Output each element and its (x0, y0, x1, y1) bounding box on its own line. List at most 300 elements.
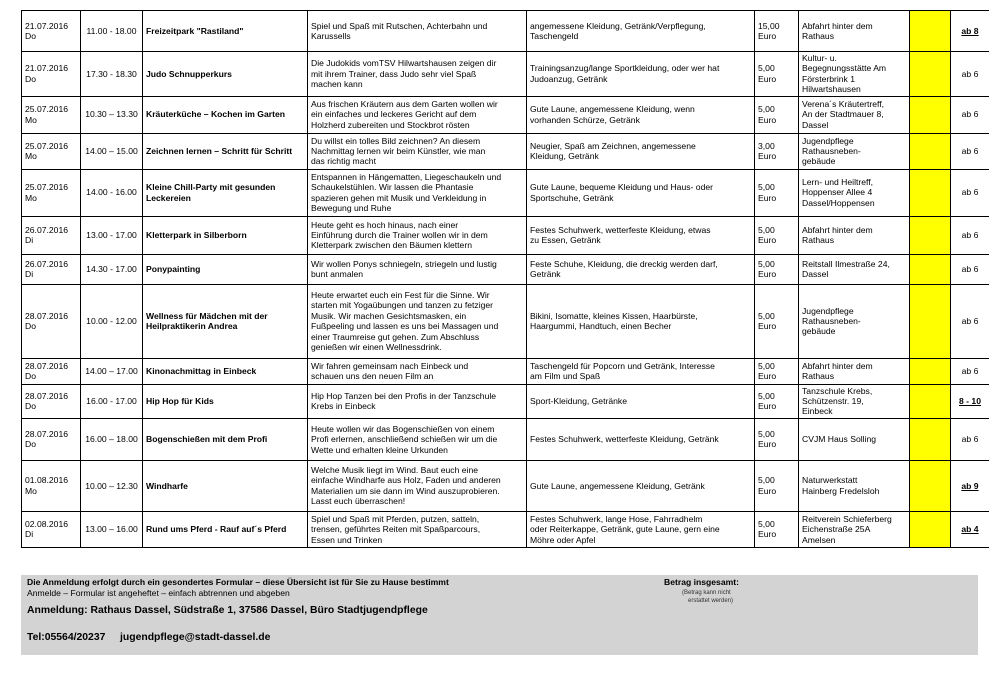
age-cell: ab 9 (951, 460, 989, 511)
price-amount: 15,00 (758, 20, 780, 31)
total-note-1: (Betrag kann nicht (682, 590, 731, 596)
bring-along-cell (527, 511, 755, 547)
table-row (22, 254, 989, 284)
registration-notice: Die Anmeldung erfolgt durch ein gesondertes Formular – diese Übersicht ist für Sie zu Hause bestimmt (27, 577, 449, 587)
meeting-place-line: Dassel/Hoppensen (802, 197, 875, 208)
description-line: Aus frischen Kräutern aus dem Garten wollen wir (311, 99, 498, 110)
description-cell (308, 254, 527, 284)
date-cell (22, 169, 81, 216)
description-cell (308, 358, 527, 384)
bring-along-line: Gute Laune, angemessene Kleidung, wenn (530, 104, 695, 115)
description-cell (308, 216, 527, 254)
date-cell (22, 216, 81, 254)
meeting-place-cell (799, 358, 910, 384)
bring-along-line: Sport-Kleidung, Getränke (530, 396, 627, 407)
event-title: Ponypainting (143, 254, 308, 284)
event-date: 28.07.2016 (25, 390, 69, 401)
meeting-place-line: Abfahrt hinter dem (802, 360, 873, 371)
date-cell (22, 133, 81, 169)
price-currency: Euro (758, 439, 777, 450)
meeting-place-cell (799, 52, 910, 97)
bring-along-line: Möhre oder Apfel (530, 534, 596, 545)
price-amount: 5,00 (758, 390, 775, 401)
event-time: 16.00 – 18.00 (85, 434, 138, 445)
event-time: 14.30 - 17.00 (86, 263, 137, 274)
time-cell (81, 52, 143, 97)
meeting-place-line: Rathausneben- (802, 315, 861, 326)
price-currency: Euro (758, 192, 777, 203)
description-cell (308, 11, 527, 52)
price-currency: Euro (758, 151, 777, 162)
time-cell (81, 216, 143, 254)
signup-checkbox-cell[interactable] (910, 52, 951, 97)
description-line: Heute geht es hoch hinaus, nach einer (311, 219, 459, 230)
price-amount: 5,00 (758, 475, 775, 486)
price-amount: 5,00 (758, 224, 775, 235)
price-cell (755, 11, 799, 52)
bring-along-cell (527, 418, 755, 460)
description-line: Musik. Wir machen Gesichtsmasken, ein (311, 310, 467, 321)
time-cell (81, 11, 143, 52)
meeting-place-cell (799, 133, 910, 169)
bring-along-line: Kleidung, Getränk (530, 151, 599, 162)
meeting-place-cell (799, 511, 910, 547)
meeting-place-cell (799, 254, 910, 284)
bring-along-line: Feste Schuhe, Kleidung, die dreckig werden darf, (530, 258, 718, 269)
table-row (22, 511, 989, 547)
description-line: Krebs in Einbeck (311, 401, 376, 412)
description-line: Karussells (311, 31, 351, 41)
event-time: 10.00 - 12.00 (86, 315, 137, 326)
signup-checkbox-cell[interactable] (910, 511, 951, 547)
event-title: Windharfe (143, 460, 308, 511)
event-title: Kräuterküche – Kochen im Garten (143, 96, 308, 133)
meeting-place-line: Hoppenser Allee 4 (802, 187, 873, 198)
price-cell (755, 52, 799, 97)
meeting-place-line: Jugendpflege (802, 135, 854, 146)
meeting-place-cell (799, 384, 910, 418)
bring-along-cell (527, 284, 755, 358)
meeting-place-line: Rathaus (802, 31, 835, 41)
event-weekday: Do (25, 73, 36, 84)
meeting-place-cell (799, 169, 910, 216)
event-date: 21.07.2016 (25, 63, 69, 74)
description-cell (308, 96, 527, 133)
meeting-place-cell (799, 460, 910, 511)
description-line: Wir wollen Ponys schniegeln, striegeln und lustig (311, 258, 497, 269)
event-title: Kinonachmittag in Einbeck (143, 358, 308, 384)
bring-along-line: oder Reiterkappe, Getränk, gute Laune, gern eine (530, 524, 720, 535)
meeting-place-line: Abfahrt hinter dem (802, 20, 873, 31)
price-amount: 5,00 (758, 360, 775, 371)
description-cell (308, 52, 527, 97)
total-note-2: erstattet werden) (688, 598, 734, 604)
time-cell (81, 384, 143, 418)
table-row (22, 133, 989, 169)
description-cell (308, 418, 527, 460)
description-line: Wette und erhalten kleine Urkunden (311, 444, 448, 455)
table-row (22, 52, 989, 97)
bring-along-line: Getränk (530, 269, 561, 280)
signup-checkbox-cell[interactable] (910, 418, 951, 460)
event-title: Wellness für Mädchen mit der Heilpraktikerin Andrea (143, 284, 308, 358)
table-row (22, 169, 989, 216)
event-time: 16.00 - 17.00 (86, 396, 137, 407)
price-amount: 5,00 (758, 258, 775, 269)
price-amount: 3,00 (758, 140, 775, 151)
description-line: mit ihrem Trainer, dass Judo sehr viel Spaß (311, 68, 477, 79)
event-date: 26.07.2016 (25, 224, 69, 235)
bring-along-line: Gute Laune, angemessene Kleidung, Getränk (530, 480, 705, 491)
date-cell (22, 511, 81, 547)
date-cell (22, 284, 81, 358)
event-weekday: Do (25, 401, 36, 412)
event-time: 14.00 - 16.00 (86, 187, 137, 198)
phone-number: Tel:05564/20237 (27, 632, 106, 643)
description-line: Spiel und Spaß mit Pferden, putzen, satteln, (311, 513, 480, 524)
bring-along-line: Bikini, Isomatte, kleines Kissen, Haarbürste, (530, 310, 698, 321)
signup-checkbox-cell[interactable] (910, 254, 951, 284)
age-cell: ab 6 (951, 133, 989, 169)
bring-along-line: Festes Schuhwerk, wetterfeste Kleidung, Getränk (530, 434, 719, 445)
description-line: das richtig macht (311, 156, 376, 167)
meeting-place-line: CVJM Haus Solling (802, 434, 877, 445)
price-amount: 5,00 (758, 104, 775, 115)
event-weekday: Mo (25, 114, 37, 125)
age-cell: ab 6 (951, 284, 989, 358)
event-time: 17.30 - 18.30 (86, 68, 137, 79)
signup-checkbox-cell[interactable] (910, 284, 951, 358)
date-cell (22, 418, 81, 460)
event-date: 02.08.2016 (25, 518, 69, 529)
age-cell: ab 6 (951, 418, 989, 460)
description-line: Spiel und Spaß mit Rutschen, Achterbahn und (311, 20, 488, 31)
description-line: Entspannen in Hängematten, Liegeschaukeln und (311, 171, 502, 182)
meeting-place-cell (799, 418, 910, 460)
bring-along-line: Taschengeld für Popcorn und Getränk, Interesse (530, 360, 715, 371)
bring-along-line: Sportschuhe, Getränk (530, 192, 614, 203)
price-cell (755, 96, 799, 133)
meeting-place-line: Kultur- u. (802, 53, 837, 63)
form-note: Anmelde – Formular ist angeheftet – einfach abtrennen und abgeben (27, 588, 290, 598)
description-line: Wir fahren gemeinsam nach Einbeck und (311, 360, 469, 371)
meeting-place-line: Tanzschule Krebs, (802, 385, 873, 396)
event-time: 10.00 – 12.30 (85, 480, 138, 491)
description-line: Heute wollen wir das Bogenschießen von einem (311, 423, 495, 434)
meeting-place-line: Einbeck (802, 406, 833, 417)
description-line: Nachmittag lernen wir beim Künstler, wie man (311, 145, 486, 156)
signup-checkbox-cell[interactable] (910, 358, 951, 384)
signup-checkbox-cell[interactable] (910, 96, 951, 133)
event-date: 28.07.2016 (25, 310, 69, 321)
meeting-place-line: gebäude (802, 326, 836, 337)
time-cell (81, 254, 143, 284)
description-line: Welche Musik liegt im Wind. Baut euch eine (311, 465, 479, 476)
price-amount: 5,00 (758, 63, 775, 74)
signup-checkbox-cell[interactable] (910, 11, 951, 52)
signup-checkbox-cell[interactable] (910, 216, 951, 254)
bring-along-line: Festes Schuhwerk, wetterfeste Kleidung, etwas (530, 224, 711, 235)
event-date: 28.07.2016 (25, 360, 69, 371)
meeting-place-line: Eichenstraße 25A (802, 524, 871, 535)
bring-along-line: vorhanden Schürze, Getränk (530, 114, 640, 125)
bring-along-line: Trainingsanzug/lange Sportkleidung, oder wer hat (530, 63, 720, 74)
signup-checkbox-cell[interactable] (910, 384, 951, 418)
price-cell (755, 511, 799, 547)
price-cell (755, 284, 799, 358)
table-row (22, 216, 989, 254)
age-cell: ab 6 (951, 96, 989, 133)
table-row (22, 11, 989, 52)
description-line: Holzherd zubereiten und Stockbrot rösten (311, 119, 470, 130)
bring-along-cell (527, 460, 755, 511)
description-line: ein einfaches und leckeres Gericht auf dem (311, 109, 477, 120)
description-line: Materialien um sie dann im Wind auszuprobieren. (311, 485, 500, 496)
event-weekday: Do (25, 439, 36, 450)
bring-along-line: Haargummi, Handtuch, einen Becher (530, 321, 672, 332)
time-cell (81, 133, 143, 169)
bring-along-cell (527, 133, 755, 169)
event-title: Kletterpark in Silberborn (143, 216, 308, 254)
meeting-place-line: Lern- und Heiltreff, (802, 177, 874, 188)
description-cell (308, 284, 527, 358)
email-address: jugendpflege@stadt-dassel.de (120, 632, 271, 643)
price-cell (755, 169, 799, 216)
price-cell (755, 358, 799, 384)
event-date: 25.07.2016 (25, 140, 69, 151)
price-cell (755, 254, 799, 284)
meeting-place-line: Amelsen (802, 534, 836, 545)
price-currency: Euro (758, 321, 777, 332)
price-cell (755, 133, 799, 169)
price-currency: Euro (758, 485, 777, 496)
total-label: Betrag insgesamt: (664, 577, 739, 587)
event-date: 26.07.2016 (25, 258, 69, 269)
meeting-place-line: Hainberg Fredelsloh (802, 485, 880, 496)
bring-along-cell (527, 11, 755, 52)
program-table (21, 10, 989, 548)
description-cell (308, 169, 527, 216)
event-time: 14.00 – 15.00 (85, 145, 138, 156)
meeting-place-line: Abfahrt hinter dem (802, 224, 873, 235)
age-cell: 8 - 10 (951, 384, 989, 418)
bring-along-line: Festes Schuhwerk, lange Hose, Fahrradhelm (530, 513, 703, 524)
program-sheet (21, 10, 981, 548)
table-row (22, 460, 989, 511)
meeting-place-line: Rathausneben- (802, 145, 861, 156)
event-time: 13.00 - 17.00 (86, 229, 137, 240)
time-cell (81, 418, 143, 460)
price-currency: Euro (758, 529, 777, 540)
description-line: Kletterpark zwischen den Bäumen klettern (311, 240, 472, 251)
event-title: Kleine Chill-Party mit gesunden Leckereien (143, 169, 308, 216)
event-title: Judo Schnupperkurs (143, 52, 308, 97)
meeting-place-line: Schützenstr. 19, (802, 396, 864, 407)
age-cell: ab 8 (951, 11, 989, 52)
description-line: bunt anmalen (311, 269, 364, 280)
age-cell: ab 6 (951, 169, 989, 216)
table-row (22, 418, 989, 460)
registration-address: Anmeldung: Rathaus Dassel, Südstraße 1, 37586 Dassel, Büro Stadtjugendpflege (27, 605, 428, 616)
bring-along-cell (527, 216, 755, 254)
event-title: Hip Hop für Kids (143, 384, 308, 418)
price-currency: Euro (758, 31, 777, 41)
description-cell (308, 511, 527, 547)
bring-along-cell (527, 254, 755, 284)
table-row (22, 284, 989, 358)
meeting-place-line: Rathaus (802, 235, 835, 246)
age-cell: ab 6 (951, 254, 989, 284)
description-cell (308, 384, 527, 418)
price-currency: Euro (758, 235, 777, 246)
event-date: 25.07.2016 (25, 182, 69, 193)
bring-along-cell (527, 96, 755, 133)
meeting-place-line: Försterbrink 1 (802, 73, 856, 84)
price-currency: Euro (758, 401, 777, 412)
bring-along-line: Gute Laune, bequeme Kleidung und Haus- oder (530, 182, 713, 193)
event-date: 25.07.2016 (25, 104, 69, 115)
event-weekday: Do (25, 31, 36, 41)
date-cell (22, 384, 81, 418)
meeting-place-cell (799, 96, 910, 133)
bring-along-line: zu Essen, Getränk (530, 235, 601, 246)
price-cell (755, 384, 799, 418)
description-line: Fußpeeling und lassen es uns bei Massagen und (311, 321, 499, 332)
event-title: Zeichnen lernen – Schritt für Schritt (143, 133, 308, 169)
event-weekday: Do (25, 321, 36, 332)
meeting-place-cell (799, 284, 910, 358)
description-line: Essen und Trinken (311, 534, 383, 545)
event-time: 11.00 - 18.00 (86, 25, 137, 36)
description-line: Lasst euch überraschen! (311, 496, 406, 507)
date-cell (22, 52, 81, 97)
date-cell (22, 460, 81, 511)
event-weekday: Di (25, 269, 34, 280)
meeting-place-line: Reitverein Schieferberg (802, 513, 892, 524)
description-line: schauen uns den neuen Film an (311, 371, 434, 382)
date-cell (22, 96, 81, 133)
event-date: 28.07.2016 (25, 428, 69, 439)
description-cell (308, 460, 527, 511)
price-currency: Euro (758, 371, 777, 382)
meeting-place-cell (799, 11, 910, 52)
event-title: Freizeitpark "Rastiland" (143, 11, 308, 52)
price-amount: 5,00 (758, 518, 775, 529)
meeting-place-line: Naturwerkstatt (802, 475, 858, 486)
description-line: Schaukelstühlen. Wir lassen die Phantasie (311, 182, 474, 193)
description-line: spazieren gehen mit Musik und Verkleidung in (311, 192, 487, 203)
price-amount: 5,00 (758, 428, 775, 439)
table-row (22, 96, 989, 133)
event-weekday: Di (25, 235, 34, 246)
signup-checkbox-cell[interactable] (910, 169, 951, 216)
description-line: Du willst ein tolles Bild zeichnen? An diesem (311, 135, 481, 146)
description-line: Die Judokids vomTSV Hilwartshausen zeigen dir (311, 58, 497, 69)
event-weekday: Mo (25, 485, 37, 496)
meeting-place-line: An der Stadtmauer 8, (802, 109, 884, 120)
description-line: machen kann (311, 79, 363, 90)
description-line: trensen, geführtes Reiten mit Spaßparcours, (311, 524, 481, 535)
bring-along-line: Neugier, Spaß am Zeichnen, angemessene (530, 140, 696, 151)
price-currency: Euro (758, 269, 777, 280)
time-cell (81, 284, 143, 358)
event-weekday: Mo (25, 192, 37, 203)
age-cell: ab 6 (951, 358, 989, 384)
age-cell: ab 4 (951, 511, 989, 547)
meeting-place-cell (799, 216, 910, 254)
date-cell (22, 11, 81, 52)
event-title: Bogenschießen mit dem Profi (143, 418, 308, 460)
table-row (22, 358, 989, 384)
meeting-place-line: Jugendpflege (802, 305, 854, 316)
meeting-place-line: Rathaus (802, 371, 835, 382)
age-cell: ab 6 (951, 52, 989, 97)
description-line: Hip Hop Tanzen bei den Profis in der Tanzschule (311, 390, 497, 401)
bring-along-cell (527, 358, 755, 384)
meeting-place-line: Hilwartshausen (802, 84, 861, 95)
time-cell (81, 511, 143, 547)
price-currency: Euro (758, 114, 777, 125)
event-weekday: Do (25, 371, 36, 382)
price-cell (755, 216, 799, 254)
meeting-place-line: Reitstall Ilmestraße 24, (802, 258, 890, 269)
price-amount: 5,00 (758, 310, 775, 321)
description-line: Bewegung und Ruhe (311, 203, 392, 214)
meeting-place-line: Dassel (802, 119, 829, 130)
price-currency: Euro (758, 73, 777, 84)
bring-along-line: Taschengeld (530, 31, 579, 41)
bring-along-line: Judoanzug, Getränk (530, 73, 608, 84)
time-cell (81, 96, 143, 133)
bring-along-line: am Film und Spaß (530, 371, 601, 382)
footer-panel (21, 575, 978, 655)
signup-checkbox-cell[interactable] (910, 460, 951, 511)
bring-along-cell (527, 52, 755, 97)
date-cell (22, 254, 81, 284)
event-time: 10.30 – 13.30 (85, 109, 138, 120)
description-line: genießen wir einen Wellnessdrink. (311, 341, 442, 352)
description-line: einfache Windharfe aus Holz, Faden und anderen (311, 475, 501, 486)
time-cell (81, 169, 143, 216)
description-line: Profi erlernen, anschließend schießen wir um die (311, 434, 498, 445)
price-cell (755, 418, 799, 460)
description-line: Einführung durch die Trainer wollen wir in dem (311, 229, 488, 240)
description-line: Heute erwartet euch ein Fest für die Sinne. Wir (311, 289, 490, 300)
date-cell (22, 358, 81, 384)
meeting-place-line: Begegnungsstätte Am (802, 63, 887, 74)
description-line: einer Traumreise gut gehen. Zum Abschluss (311, 331, 480, 342)
event-time: 14.00 – 17.00 (85, 365, 138, 376)
meeting-place-line: Verena´s Kräutertreff, (802, 99, 885, 110)
time-cell (81, 460, 143, 511)
event-title: Rund ums Pferd - Rauf auf´s Pferd (143, 511, 308, 547)
description-line: starten mit Yogaübungen und tanzen zu fetziger (311, 300, 494, 311)
description-cell (308, 133, 527, 169)
meeting-place-line: gebäude (802, 156, 836, 167)
signup-checkbox-cell[interactable] (910, 133, 951, 169)
event-weekday: Di (25, 529, 34, 540)
event-time: 13.00 – 16.00 (85, 524, 138, 535)
time-cell (81, 358, 143, 384)
event-date: 01.08.2016 (25, 475, 69, 486)
table-row (22, 384, 989, 418)
event-date: 21.07.2016 (25, 20, 69, 31)
event-weekday: Mo (25, 151, 37, 162)
age-cell: ab 6 (951, 216, 989, 254)
meeting-place-line: Dassel (802, 269, 829, 280)
bring-along-line: angemessene Kleidung, Getränk/Verpflegung, (530, 20, 706, 31)
bring-along-cell (527, 169, 755, 216)
